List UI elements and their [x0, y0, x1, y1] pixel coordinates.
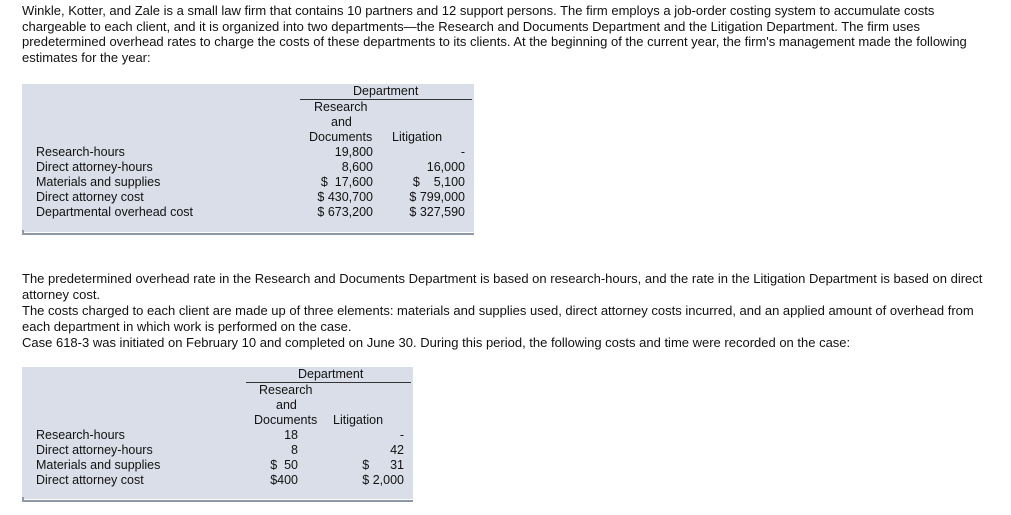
- cell-research: 19,800: [334, 145, 373, 159]
- col-research-line1: Research: [314, 100, 368, 114]
- cell-research: $ 673,200: [317, 205, 373, 219]
- row-label: Research-hours: [36, 428, 125, 442]
- cell-litigation: 16,000: [426, 160, 465, 174]
- costs-paragraph: The costs charged to each client are made up of three elements: materials and supplies used, direct attorney costs incurred, and an applied amount of overhead from each department in which work is performed on the case.: [22, 303, 974, 334]
- row-label: Direct attorney-hours: [36, 160, 153, 174]
- table-bottom-rule: [22, 500, 413, 502]
- cell-research: 18: [284, 428, 298, 442]
- cell-research: 8,600: [341, 160, 373, 174]
- cell-litigation: $ 31: [362, 458, 404, 472]
- cell-research: $ 50: [270, 458, 298, 472]
- cell-research: $400: [270, 473, 298, 487]
- cell-litigation: $ 5,100: [412, 175, 465, 189]
- cell-litigation: $ 327,590: [409, 205, 465, 219]
- col-research-line2: and: [331, 115, 352, 129]
- cell-litigation: $ 2,000: [362, 473, 404, 487]
- estimates-table: [22, 84, 474, 232]
- case-table: [22, 367, 413, 499]
- department-header: Department: [353, 84, 419, 98]
- department-header: Department: [298, 367, 364, 381]
- cell-research: $ 17,600: [320, 175, 373, 189]
- row-label: Materials and supplies: [36, 175, 161, 189]
- col-research-line3: Documents: [309, 130, 373, 144]
- col-research-line2: and: [276, 398, 297, 412]
- col-litigation: Litigation: [333, 413, 384, 427]
- col-research-line3: Documents: [254, 413, 318, 427]
- row-label: Direct attorney-hours: [36, 443, 153, 457]
- cell-litigation: 42: [390, 443, 404, 457]
- cell-research: $ 430,700: [317, 190, 373, 204]
- rates-paragraph: The predetermined overhead rate in the Research and Documents Department is based on research-hours, and the rate in the Litigation Department is based on direct attorney cost.: [22, 271, 983, 302]
- row-label: Departmental overhead cost: [36, 205, 194, 219]
- row-label: Direct attorney cost: [36, 473, 144, 487]
- row-label: Direct attorney cost: [36, 190, 144, 204]
- cell-research: 8: [291, 443, 298, 457]
- row-label: Research-hours: [36, 145, 125, 159]
- col-litigation: Litigation: [392, 130, 443, 144]
- intro-paragraph: Winkle, Kotter, and Zale is a small law firm that contains 10 partners and 12 support persons. The firm employs a job-order costing system to accumulate costs chargeable to each client, and it is organized into two departments—the Research and Documents Department and the Litigation Department. The firm uses predetermined overhead rates to charge the costs of these departments to its clients. At the beginning of the current year, the firm's management made the following estimates for the year:: [22, 3, 967, 65]
- case-paragraph: Case 618-3 was initiated on February 10 and completed on June 30. During this period, the following costs and time were recorded on the case:: [22, 335, 851, 350]
- col-research-line1: Research: [259, 383, 313, 397]
- table-bottom-rule: [22, 233, 474, 235]
- cell-litigation: -: [399, 428, 404, 442]
- row-label: Materials and supplies: [36, 458, 161, 472]
- cell-litigation: $ 799,000: [409, 190, 465, 204]
- cell-litigation: -: [460, 145, 465, 159]
